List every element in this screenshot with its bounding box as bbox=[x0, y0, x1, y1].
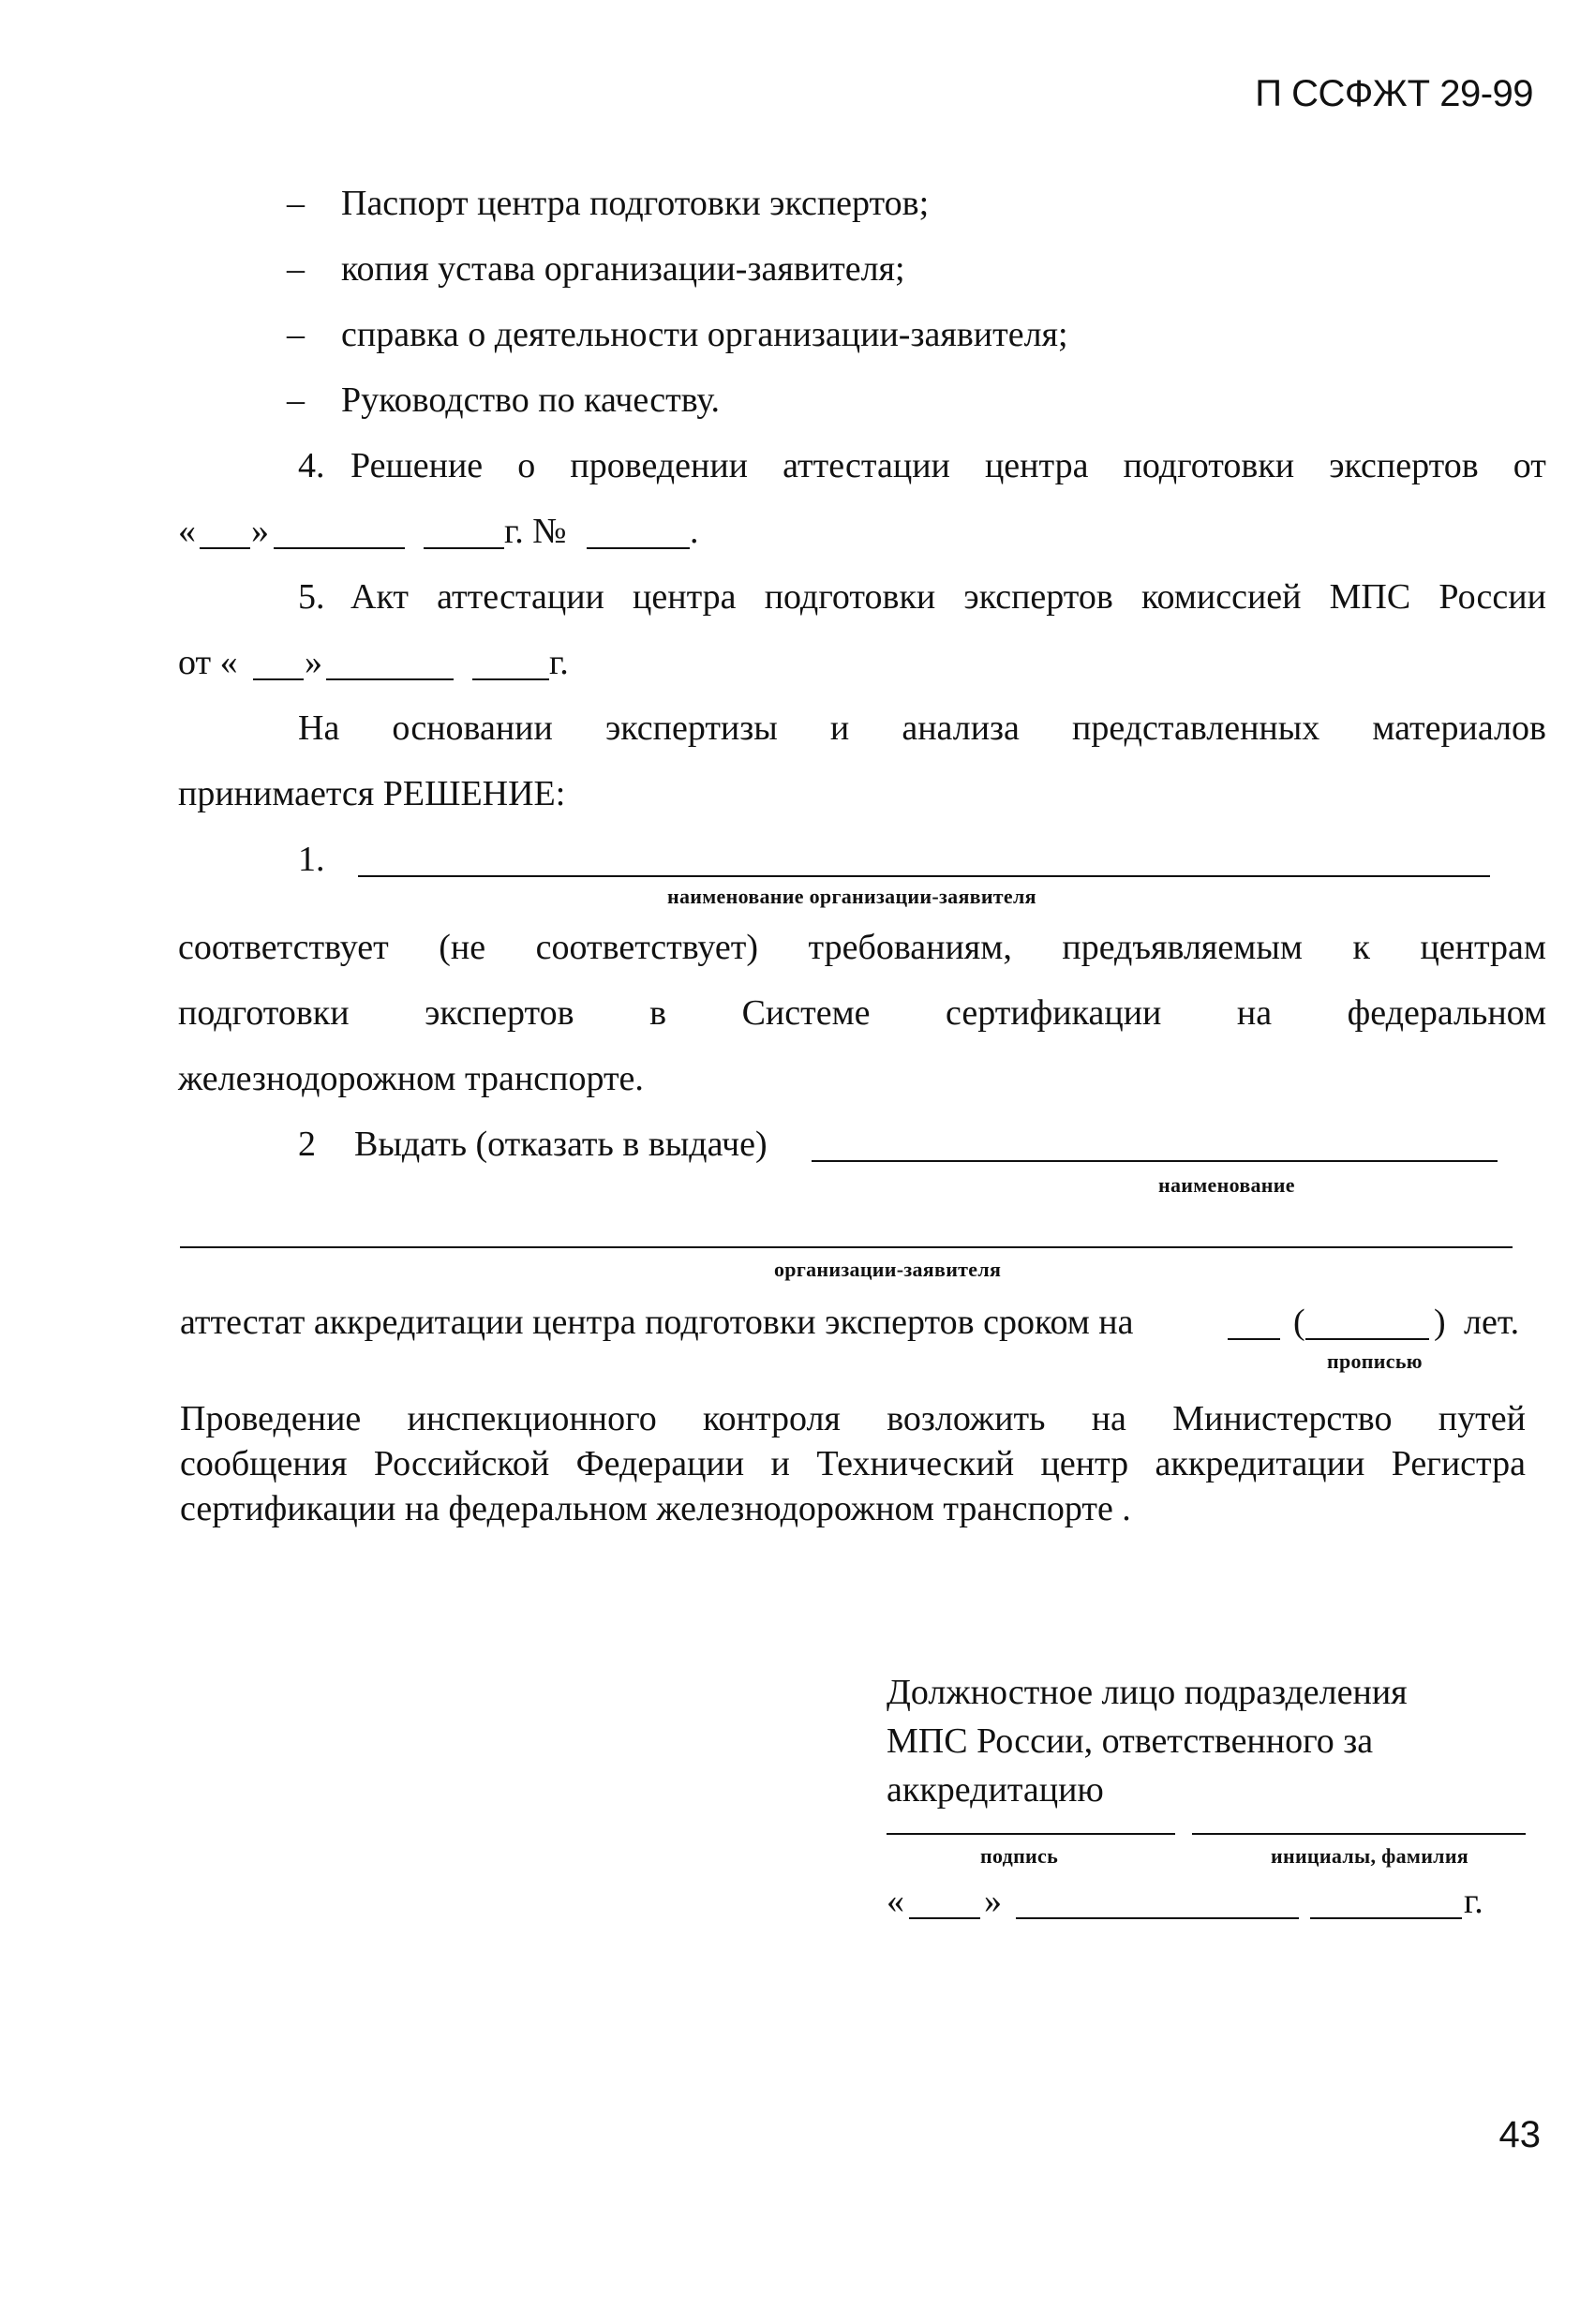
word: МПС bbox=[1329, 577, 1411, 617]
word: путей bbox=[1438, 1399, 1526, 1438]
decision-1-line2 bbox=[178, 995, 1546, 1031]
official-title-line: МПС России, ответственного за bbox=[887, 1721, 1374, 1761]
basis-line1 bbox=[298, 710, 1546, 746]
item-5-line1 bbox=[350, 579, 1546, 615]
month-blank bbox=[1016, 1917, 1299, 1919]
decision-1-line3: железнодорожном транспорте. bbox=[178, 1059, 644, 1098]
basis-line2: принимается РЕШЕНИЕ: bbox=[178, 774, 566, 813]
word: Акт bbox=[350, 577, 410, 617]
word: на bbox=[1091, 1399, 1126, 1438]
word: центра bbox=[984, 446, 1089, 485]
inspection-line bbox=[180, 1396, 1526, 1441]
word: Системе bbox=[741, 993, 871, 1033]
day-blank bbox=[909, 1917, 980, 1919]
attestat-text: аттестат аккредитации центра подготовки экспертов сроком на bbox=[180, 1303, 1134, 1342]
item-4-date-open: « bbox=[178, 512, 196, 551]
word: аттестации bbox=[783, 446, 950, 485]
word: Регистра bbox=[1391, 1444, 1526, 1483]
month-blank bbox=[326, 678, 454, 680]
inspection-paragraph bbox=[180, 1396, 1526, 1531]
word: проведении bbox=[570, 446, 749, 485]
word: подготовки bbox=[1123, 446, 1295, 485]
month-blank bbox=[274, 547, 405, 549]
number-blank bbox=[587, 547, 690, 549]
org-caption: организации-заявителя bbox=[774, 1258, 1002, 1281]
name-caption: наименование bbox=[1158, 1173, 1295, 1197]
signature-blank bbox=[887, 1833, 1175, 1835]
decision-2-number: 2 bbox=[298, 1125, 316, 1164]
word: анализа bbox=[902, 708, 1020, 748]
word: экспертов bbox=[963, 577, 1113, 617]
word: На bbox=[298, 708, 340, 748]
item-5-year-label: г. bbox=[549, 643, 569, 682]
years-words-blank bbox=[1305, 1338, 1429, 1340]
item-5-number: 5. bbox=[298, 577, 325, 617]
word: и bbox=[770, 1444, 790, 1483]
bullet-item bbox=[287, 317, 1068, 352]
bullet-item bbox=[287, 186, 929, 221]
word: к bbox=[1352, 928, 1370, 967]
item-5-date-close: » bbox=[305, 643, 322, 682]
applicant-name-caption: наименование организации-заявителя bbox=[667, 885, 1036, 908]
years-label: лет. bbox=[1464, 1303, 1520, 1342]
word: сертификации bbox=[946, 993, 1162, 1033]
sign-year-label: г. bbox=[1464, 1882, 1483, 1921]
years-number-blank bbox=[1228, 1338, 1280, 1340]
word: аттестации bbox=[437, 577, 604, 617]
word: центрам bbox=[1420, 928, 1546, 967]
official-title bbox=[887, 1668, 1408, 1814]
bullet-dash: – bbox=[287, 184, 305, 223]
sign-date-open: « bbox=[887, 1882, 904, 1921]
bullet-text: Паспорт центра подготовки экспертов; bbox=[341, 184, 930, 223]
bullet-text: Руководство по качеству. bbox=[341, 380, 721, 420]
applicant-name-blank bbox=[358, 875, 1490, 877]
paren-close: ) bbox=[1434, 1303, 1446, 1342]
year-blank bbox=[1310, 1917, 1462, 1919]
item-4-number: 4. bbox=[298, 446, 325, 485]
signature-caption: подпись bbox=[980, 1844, 1059, 1868]
word: материалов bbox=[1372, 708, 1546, 748]
applicant-org-blank bbox=[180, 1246, 1513, 1248]
item-5-from: от « bbox=[178, 643, 238, 682]
item-4-date-close: » bbox=[251, 512, 269, 551]
official-title-line: аккредитацию bbox=[887, 1770, 1104, 1810]
word: подготовки bbox=[764, 577, 936, 617]
word: центра bbox=[633, 577, 737, 617]
day-blank bbox=[253, 678, 304, 680]
word: экспертизы bbox=[604, 708, 778, 748]
word: России bbox=[1438, 577, 1546, 617]
bullet-text: копия устава организации-заявителя; bbox=[341, 249, 905, 289]
bullet-dash: – bbox=[287, 249, 305, 289]
bullet-item bbox=[287, 382, 720, 418]
item-4-line1 bbox=[350, 448, 1546, 484]
word: экспертов bbox=[1329, 446, 1479, 485]
word: в bbox=[649, 993, 667, 1033]
year-blank bbox=[472, 678, 549, 680]
decision-2-text: Выдать (отказать в выдаче) bbox=[354, 1125, 768, 1164]
word: контроля bbox=[703, 1399, 841, 1438]
word: о bbox=[517, 446, 536, 485]
bullet-text: справка о деятельности организации-заявителя; bbox=[341, 315, 1068, 354]
word: Российской bbox=[373, 1444, 550, 1483]
word: требованиям, bbox=[808, 928, 1012, 967]
word: Проведение bbox=[180, 1399, 362, 1438]
word: центр bbox=[1040, 1444, 1129, 1483]
decision-1-line1 bbox=[178, 930, 1546, 965]
bullet-dash: – bbox=[287, 380, 305, 420]
item-4-year-number-label: г. № bbox=[504, 512, 567, 551]
word: возложить bbox=[887, 1399, 1046, 1438]
word: предъявляемым bbox=[1062, 928, 1303, 967]
word: комиссией bbox=[1141, 577, 1302, 617]
word: аккредитации bbox=[1155, 1444, 1365, 1483]
item-4-end: . bbox=[690, 512, 699, 551]
word: федеральном bbox=[1347, 993, 1546, 1033]
initials-caption: инициалы, фамилия bbox=[1271, 1844, 1468, 1868]
inspection-line: сертификации на федеральном железнодорожном транспорте . bbox=[180, 1489, 1131, 1528]
year-blank bbox=[424, 547, 504, 549]
word: соответствует) bbox=[535, 928, 759, 967]
name-blank bbox=[1192, 1833, 1526, 1835]
official-title-line: Должностное лицо подразделения bbox=[887, 1673, 1408, 1712]
bullet-dash: – bbox=[287, 315, 305, 354]
word: на bbox=[1236, 993, 1273, 1033]
document-code: П ССФЖТ 29-99 bbox=[1255, 73, 1533, 114]
word: Министерство bbox=[1172, 1399, 1393, 1438]
word: Федерации bbox=[575, 1444, 745, 1483]
word: Технический bbox=[816, 1444, 1015, 1483]
word: представленных bbox=[1071, 708, 1320, 748]
day-blank bbox=[200, 547, 250, 549]
sign-date-close: » bbox=[984, 1882, 1002, 1921]
word: основании bbox=[392, 708, 553, 748]
word: инспекционного bbox=[407, 1399, 657, 1438]
word: Решение bbox=[350, 446, 484, 485]
page-number: 43 bbox=[1498, 2114, 1541, 2155]
paren-open: ( bbox=[1293, 1303, 1305, 1342]
word: от bbox=[1513, 446, 1546, 485]
word: соответствует bbox=[178, 928, 389, 967]
word: (не bbox=[439, 928, 486, 967]
bullet-item bbox=[287, 251, 905, 287]
word: экспертов bbox=[425, 993, 574, 1033]
word: и bbox=[829, 708, 850, 748]
inspection-line bbox=[180, 1441, 1526, 1486]
word: подготовки bbox=[178, 993, 350, 1033]
applicant-name-blank bbox=[812, 1160, 1498, 1162]
word: сообщения bbox=[180, 1444, 348, 1483]
in-words-caption: прописью bbox=[1327, 1349, 1423, 1373]
decision-1-number: 1. bbox=[298, 840, 325, 879]
